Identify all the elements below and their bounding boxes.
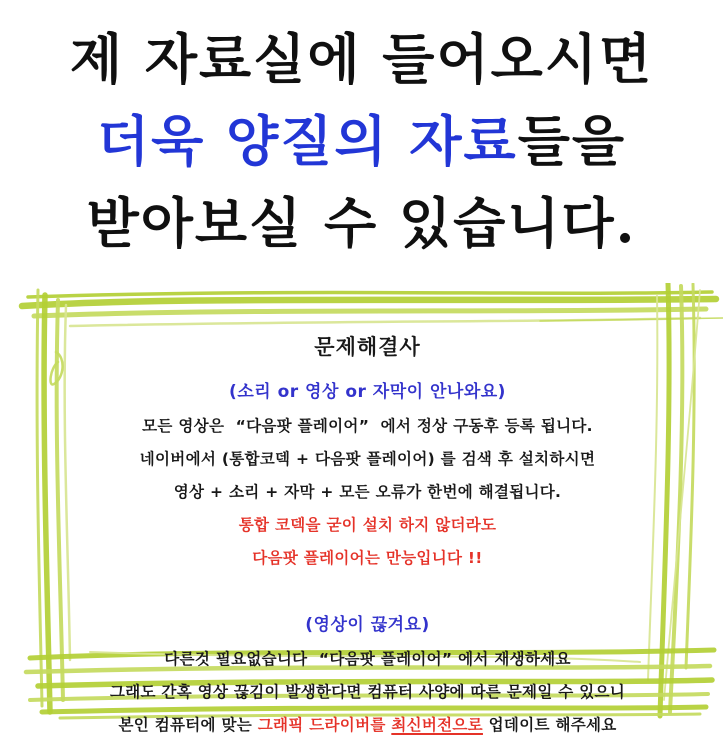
section2-final-line: [78, 713, 657, 735]
section1-heading: (소리 or 영상 or 자막이 안나와요): [229, 382, 506, 402]
section1-line: 영상 + 소리 + 자막 + 모든 오류가 한번에 해결됩니다.: [173, 483, 562, 501]
hero-line-3: 받아보실 수 있습니다.: [86, 191, 637, 255]
final-line-suffix: 업데이트 해주세요: [482, 716, 617, 734]
notice-title: 문제해결사: [314, 335, 421, 359]
notice-box: [0, 283, 723, 734]
hero-line-1: 제 자료실에 들어오시면: [69, 27, 654, 91]
section1-line: 모든 영상은 “다음팟 플레이어” 에서 정상 구동후 등록 됩니다.: [142, 417, 593, 435]
section1-warning-line: 다음팟 플레이어는 만능입니다 !!: [252, 549, 483, 567]
hero-line-2-rest: 들을: [517, 109, 627, 173]
final-line-red-text: 그래픽 드라이버를: [257, 716, 392, 734]
section1-warning-line: 통합 코덱을 굳이 설치 하지 않더라도: [238, 516, 497, 534]
section2-heading: (영상이 끊겨요): [305, 615, 430, 635]
notice-content: [78, 331, 657, 746]
hero-text: [0, 18, 723, 264]
final-line-red-underlined: 최신버전으로: [391, 716, 483, 734]
final-line-prefix: 본인 컴퓨터에 맞는: [118, 716, 258, 734]
hero-line-2: [0, 100, 723, 182]
section2-line: 다른것 필요없습니다 “다음팟 플레이어” 에서 재생하세요: [164, 650, 571, 668]
section1-line: 네이버에서 (통합코덱 + 다음팟 플레이어) 를 검색 후 설치하시면: [139, 450, 596, 468]
section2-line: 그래도 간혹 영상 끊김이 발생한다면 컴퓨터 사양에 따른 문제일 수 있으니: [109, 683, 626, 701]
hero-line-2-accent: 더욱 양질의 자료: [96, 109, 518, 173]
